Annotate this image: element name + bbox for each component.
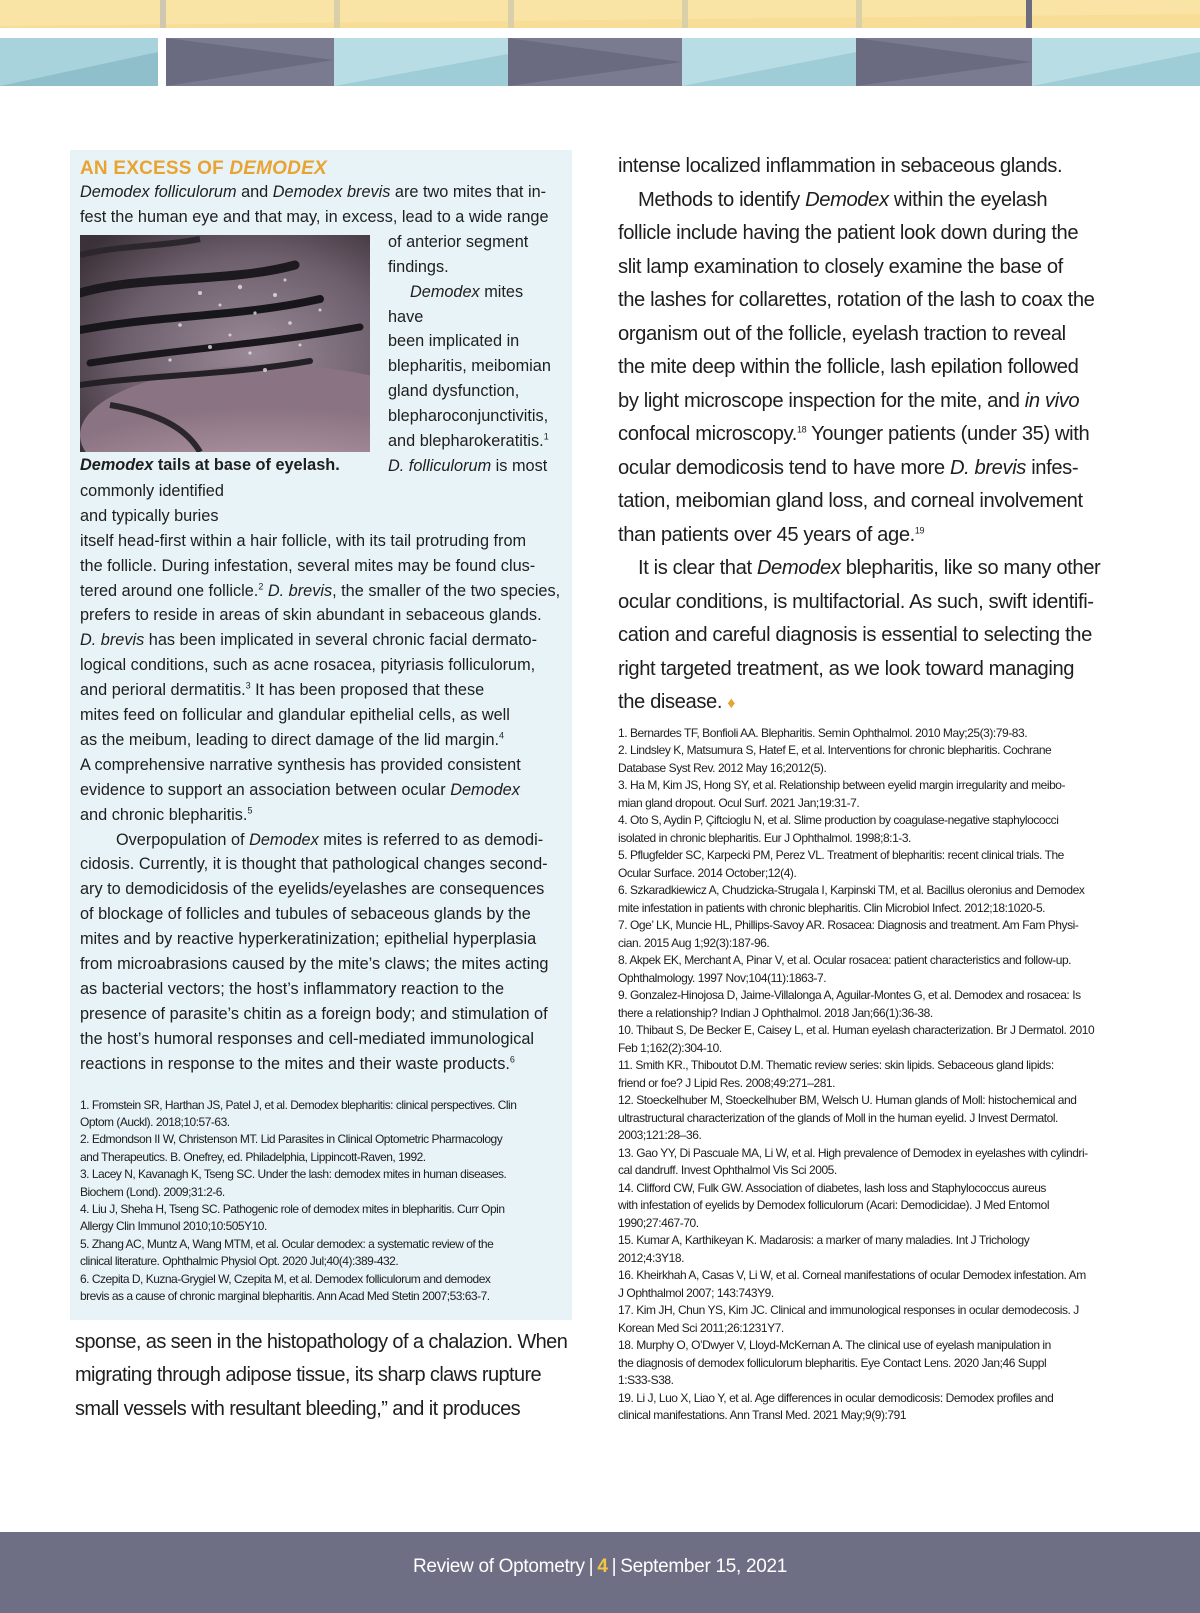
references-list: 1. Bernardes TF, Bonfioli AA. Blepharitis. Semin Ophthalmol. 2010 May;25(3):79-83. 2. Lindsley K, Matsumura S, Hatef E, et al. Interventions for chronic blepharitis. Cochrane Database Syst Rev. 2012 May 16;2012(5). 3. Ha M, Kim JS, Hong SY, et al. Relationship between eyelid margin irregularity and meibo- mian gland dropout. Ocul Surf. 2021 Jan;19:31-7. 4. Oto S, Aydin P, Çiftcioglu N, et al. Slime production by coagulase-negative staphylococci isolated in chronic blepharitis. Eur J Ophthalmol. 1998;8:1-3. 5. Pflugfelder SC, Karpecki PM, Perez VL. Treatment of blepharitis: recent clinical trials. The Ocular Surface. 2014 October;12(4). 6. Szkaradkiewicz A, Chudzicka-Strugala I, Karpinski TM, et al. Bacillus oleronius and Demodex mite infestation in patients with chronic blepharitis. Clin Microbiol Infect. 2012;18:1020-5. 7. Oge’ LK, Muncie HL, Phillips-Savoy AR. Rosacea: Diagnosis and treatment. Am Fam Physi- cian. 2015 Aug 1;92(3):187-96. 8. Akpek EK, Merchant A, Pinar V, et al. Ocular rosacea: patient characteristics and follow-up. Ophthalmology. 1997 Nov;104(11):1863-7. 9. Gonzalez-Hinojosa D, Jaime-Villalonga A, Aguilar-Montes G, et al. Demodex and rosacea: Is there a relationship? Indian J Ophthalmol. 2018 Jan;66(1):36-38. 10. Thibaut S, De Becker E, Caisey L, et al. Human eyelash characterization. Br J Dermatol. 2010 Feb 1;162(2):304-10. 11. Smith KR., Thiboutot D.M. Thematic review series: skin lipids. Sebaceous gland lipids: friend or foe? J Lipid Res. 2008;49:271–281. 12. Stoeckelhuber M, Stoeckelhuber BM, Welsch U. Human glands of Moll: histochemical and ultrastructural characterization of the glands of Moll in the human eyelid. J Invest Dermatol. 2003;121:28–36. 13. Gao YY, Di Pascuale MA, Li W, et al. High prevalence of Demodex in eyelashes with cylindri- cal dandruff. Invest Ophthalmol Vis Sci 2005. 14. Clifford CW, Fulk GW. Association of diabetes, lash loss and Staphylococcus aureus with infestation of eyelids by Demodex folliculorum (Acari: Demodicidae). J Med Entomol 1990;27:467-70. 15. Kumar A, Karthikeyan K. Madarosis: a marker of many maladies. Int J Trichology 2012;4:3Y18. 16. Kheirkhah A, Casas V, Li W, et al. Corneal manifestations of ocular Demodex infestation. Am J Ophthalmol 2007; 143:743Y9. 17. Kim JH, Chun YS, Kim JC. Clinical and immunological responses in ocular demodecosis. J Korean Med Sci 2011;26:1231Y7. 18. Murphy O, O’Dwyer V, Lloyd-McKernan A. The clinical use of eyelash manipulation in the diagnosis of demodex folliculorum blepharitis. Eye Contact Lens. 2020 Jan;46 Suppl 1:S33-S38. 19. Li J, Luo X, Liao Y, et al. Age differences in ocular demodicosis: Demodex profiles and clinical manifestations. Ann Transl Med. 2021 May;9(9):791 xyxy=(618,725,1095,1422)
eyelash-photo xyxy=(80,235,370,452)
sidebar-box xyxy=(70,150,572,1320)
sidebar-text: Demodex folliculorum and Demodex brevis are two mites that in- fest the human eye and that may, in excess, lead to a wide range Demodex tails at base of eyelash. of anterior segment findings. Demodex mites have been implicated in blepharitis, meibomian gland dysfunction, blepharoconjunctivitis, and blepharokeratitis.$^1$ D. folliculorum is most commonly identified and typically buries itself head-first within a hair follicle, with its tail protruding from the follicle. During infestation, several mites may be found clus- tered around one follicle.$^2$ D. brevis, the smaller of the two species, prefers to reside in areas of skin abundant in sebaceous glands. D. brevis has been implicated in several chronic facial dermato- logical conditions, such as acne rosacea, pityriasis folliculorum, and perioral dermatitis.$^3$ It has been proposed that these mites feed on follicular and glandular epithelial cells, as well as the meibum, leading to direct damage of the lid margin.$^4$ A comprehensive narrative synthesis has provided consistent evidence to support an association between ocular Demodex and chronic blepharitis.$^5$ Overpopulation of Demodex mites is referred to as demodi- cidosis. Currently, it is thought that pathological changes second- ary to demodicidosis of the eyelids/eyelashes are consequences of blockage of follicles and tubules of sebaceous glands by the mites and by reactive hyperkeratinization; epithelial hyperplasia from microabrasions caused by the mite’s claws; the mites acting as bacterial vectors; the host’s inflammatory reaction to the presence of parasite’s chitin as a foreign body; and stimulation of the host’s humoral responses and cell-mediated immunological reactions in response to the mites and their waste products.$^6$ xyxy=(80,183,561,1073)
sidebar-references: 1. Fromstein SR, Harthan JS, Patel J, et al. Demodex blepharitis: clinical perspectives. Clin Optom (Auckl). 2018;10:57-63. 2. Edmondson II W, Christenson MT. Lid Parasites in Clinical Optometric Pharmacology and Therapeutics. B. Onefrey, ed. Philadelphia, Lippincott-Raven, 1992. 3. Lacey N, Kavanagh K, Tseng SC. Under the lash: demodex mites in human diseases. Biochem (Lond). 2009;31:2-6. 4. Liu J, Sheha H, Tseng SC. Pathogenic role of demodex mites in blepharitis. Curr Opin Allergy Clin Immunol 2010;10:505Y10. 5. Zhang AC, Muntz A, Wang MTM, et al. Ocular demodex: a systematic review of the clinical literature. Ophthalmic Physiol Opt. 2020 Jul;40(4):389-432. 6. Czepita D, Kuzna-Grygiel W, Czepita M, et al. Demodex folliculorum and demodex brevis as a cause of chronic marginal blepharitis. Ann Acad Med Stetin 2007;53:63-7. xyxy=(80,1097,517,1304)
footer-text: Review of Optometry | 4 | September 15, 2021 xyxy=(412,1556,788,1577)
page-number: 4 xyxy=(597,1556,608,1577)
right-column xyxy=(618,150,1116,1425)
left-column xyxy=(70,150,572,1426)
publication-name: Review of Optometry xyxy=(412,1556,585,1577)
figure-caption: Demodex tails at base of eyelash. xyxy=(80,455,340,474)
main-body-text: intense localized inflammation in sebaceous glands. Methods to identify Demodex within the eyelash follicle include having the patient look down during the slit lamp examination to closely examine the base of the lashes for collarettes, rotation of the lash to coax the organism out of the follicle, eyelash traction to reveal the mite deep within the follicle, lash epilation followed by light microscope inspection for the mite, and in vivo confocal microscopy.$^{18}$ Younger patients (under 35) with ocular demodicosis tend to have more D. brevis infes- tation, meibomian gland loss, and corneal involvement than patients over 45 years of age.$^{19}$ It is clear that Demodex blepharitis, like so many other ocular conditions, is multifactorial. As such, swift identifi- cation and careful diagnosis is essential to selecting the right targeted treatment, as we look toward managing the disease. ♦ xyxy=(618,155,1101,713)
end-diamond-icon: ♦ xyxy=(727,695,736,712)
eyelash-figure xyxy=(80,235,372,476)
issue-date: September 15, 2021 xyxy=(620,1556,788,1577)
header-banner xyxy=(0,0,1200,86)
page-footer xyxy=(0,1532,1200,1613)
sidebar-title: AN EXCESS OF DEMODEX xyxy=(80,158,327,179)
left-body-text: sponse, as seen in the histopathology of a chalazion. When migrating through adipose tissue, its sharp claws rupture small vessels with resultant bleeding,” and it produces xyxy=(75,1330,568,1420)
